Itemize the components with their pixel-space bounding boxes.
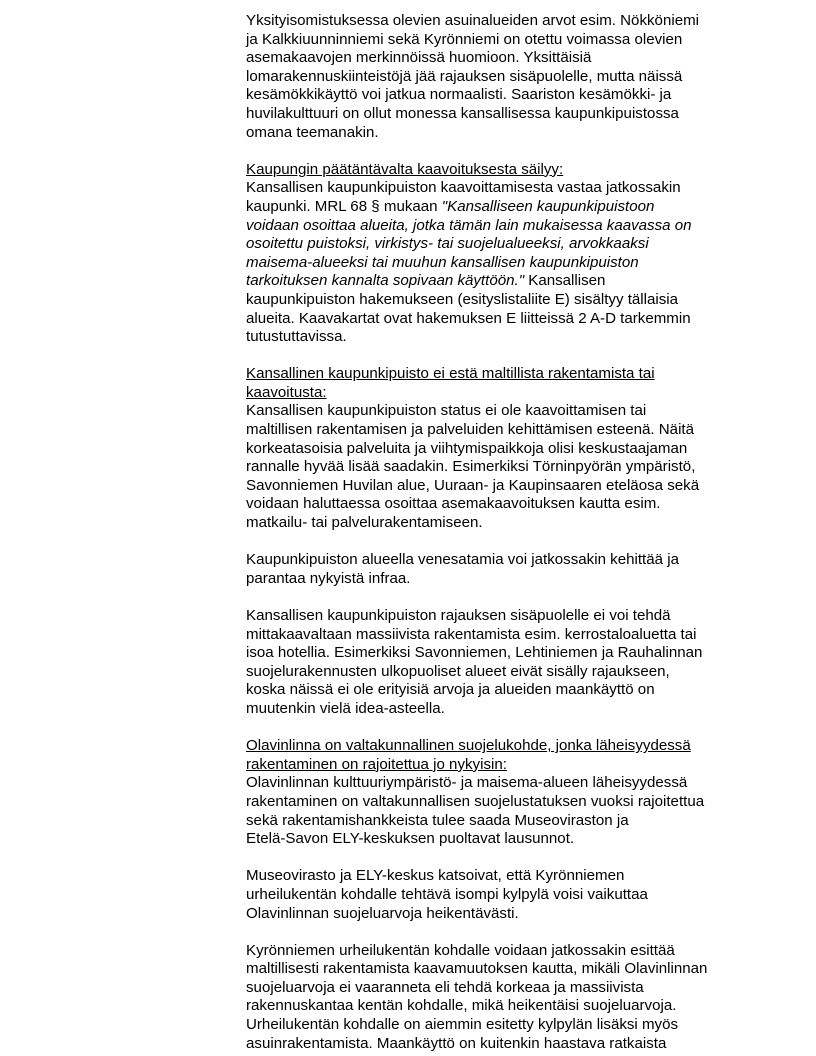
paragraph-line: tutustuttavissa. [246,328,347,346]
paragraph-line: rakennuskantaa kentän kohdalle, mikä heikentäisi suojeluarvoja. [246,997,677,1015]
paragraph-line: Yksityisomistuksessa olevien asuinalueiden arvot esim. Nökköniemi [246,12,700,29]
paragraph-spacer [246,719,746,738]
paragraph-spacer [246,923,746,942]
paragraph-line: voidaan haluttaessa osoittaa asemakaavoituksen kautta esim. [246,495,661,513]
paragraph-spacer [246,533,746,552]
paragraph-line: lomarakennuskiinteistöjä jää rajauksen sisäpuolelle, mutta näissä [246,67,683,85]
paragraph-line: sekä rakentamishankkeista tulee saada Museoviraston ja [246,811,629,829]
paragraph-line: koska näissä ei ole erityisiä arvoja ja alueiden maankäyttö on [246,681,655,699]
section-heading: kaavoitusta: [246,383,327,401]
paragraph-line: Savonniemen Huvilan alue, Uuraan- ja Kaupinsaaren eteläosa sekä [246,476,700,494]
paragraph-line: Etelä-Savon ELY-keskuksen puoltavat lausunnot. [246,830,575,848]
paragraph-line: Kyrönniemen urheilukentän kohdalle voidaan jatkossakin esittää [246,941,675,959]
quoted-law-text: tarkoituksen kannalta sopivaan käyttöön." [246,272,525,290]
paragraph-line: matkailu- tai palvelurakentamiseen. [246,514,483,532]
paragraph-spacer [246,849,746,868]
paragraph-spacer [246,142,746,161]
paragraph-line: asemakaavojen merkinnöissä huomioon. Yksittäisiä [246,49,592,67]
paragraph-line: Kaupunkipuiston alueella venesatamia voi jatkossakin kehittää ja [246,551,679,569]
paragraph-line: rannalle hyvää lisää saadakin. Esimerkiksi Törninpyörän ympäristö, [246,458,696,476]
paragraph-line: Museovirasto ja ELY-keskus katsoivat, että Kyrönniemen [246,867,625,885]
paragraph-line: Kansallisen kaupunkipuiston rajauksen sisäpuolelle ei voi tehdä [246,607,671,624]
paragraph-line: maltillisen rakentamisen ja palveluiden kehittämisen esteenä. Näitä [246,421,695,439]
paragraph-line: Olavinlinnan suojeluarvoja heikentävästi. [246,904,519,922]
quoted-law-text: voidaan osoittaa alueita, jotka tämän lain mukaisessa kaavassa on [246,216,692,234]
paragraph-line: omana teemanakin. [246,123,379,141]
paragraph-line: maltillisesti rakentamista kaavamuutoksen kautta, mikäli Olavinlinnan [246,960,708,978]
paragraph-line [246,272,746,291]
paragraph-line: parantaa nykyistä infraa. [246,569,411,587]
paragraph-line: suojeluarvoja ei vaaranneta eli tehdä korkeaa ja massiivista [246,978,644,996]
paragraph-spacer [246,588,746,607]
paragraph-line: kaupunkipuiston hakemukseen (esityslistaliite E) sisältyy tällaisia [246,290,679,308]
paragraph-line: asuinrakentamista. Maankäyttö on kuitenkin haastava ratkaista [246,1034,667,1052]
paragraph-line: mittakaavaltaan massiivista rakentamista esim. kerrostaloaluetta tai [246,625,697,643]
paragraph-line: rakentaminen on valtakunnallisen suojelustatuksen vuoksi rajoitettua [246,792,705,810]
quoted-law-text: maisema-alueeksi tai muuhun kansallisen kaupunkipuiston [246,253,639,271]
line-segment: kaupunki. MRL 68 § mukaan [246,197,442,215]
paragraph-line: muutenkin vielä idea-asteella. [246,699,445,717]
paragraph-line: Kansallisen kaupunkipuiston status ei ole kaavoittamisen tai [246,402,647,420]
paragraph-line: suojelurakennusten ulkopuoliset alueet eivät sisälly rajaukseen, [246,662,670,680]
paragraph-line: urheilukentän kohdalle tehtävä isompi kylpylä voisi vaikuttaa [246,885,648,903]
paragraph-line: Urheilukentän kohdalle on aiemmin esitetty kylpylän lisäksi myös [246,1016,679,1034]
quoted-law-text: "Kansalliseen kaupunkipuistoon [441,197,655,215]
paragraph-line: Kansallisen kaupunkipuiston kaavoittamisesta vastaa jatkossakin [246,179,681,197]
section-heading: Kaupungin päätäntävalta kaavoituksesta säilyy: [246,160,564,178]
document-body-text [246,12,746,1053]
quoted-law-text: osoitettu puistoksi, virkistys- tai suojelualueeksi, arvokkaaksi [246,235,649,253]
paragraph-line: korkeatasoisia palveluita ja viihtymispaikkoja olisi keskustaajaman [246,439,688,457]
paragraph-line: Olavinlinnan kulttuuriympäristö- ja maisema-alueen läheisyydessä [246,774,688,792]
paragraph-line: kesämökkikäyttö voi jatkua normaalisti. Saariston kesämökki- ja [246,86,672,104]
paragraph-line [246,198,746,217]
section-heading: Kansallinen kaupunkipuisto ei estä maltillista rakentamista tai [246,365,655,383]
paragraph-line: huvilakulttuuri on ollut monessa kansallisessa kaupunkipuistossa [246,104,679,122]
section-heading: Olavinlinna on valtakunnallinen suojelukohde, jonka läheisyydessä [246,737,691,755]
line-segment: Kansallisen [524,272,606,290]
paragraph-line: ja Kalkkiuunninniemi sekä Kyrönniemi on otettu voimassa olevien [246,30,683,48]
section-heading: rakentaminen on rajoitettua jo nykyisin: [246,755,507,773]
paragraph-spacer [246,347,746,366]
paragraph-line: isoa hotellia. Esimerkiksi Savonniemen, Lehtiniemen ja Rauhalinnan [246,644,703,662]
paragraph-line: alueita. Kaavakartat ovat hakemuksen E liitteissä 2 A-D tarkemmin [246,309,691,327]
